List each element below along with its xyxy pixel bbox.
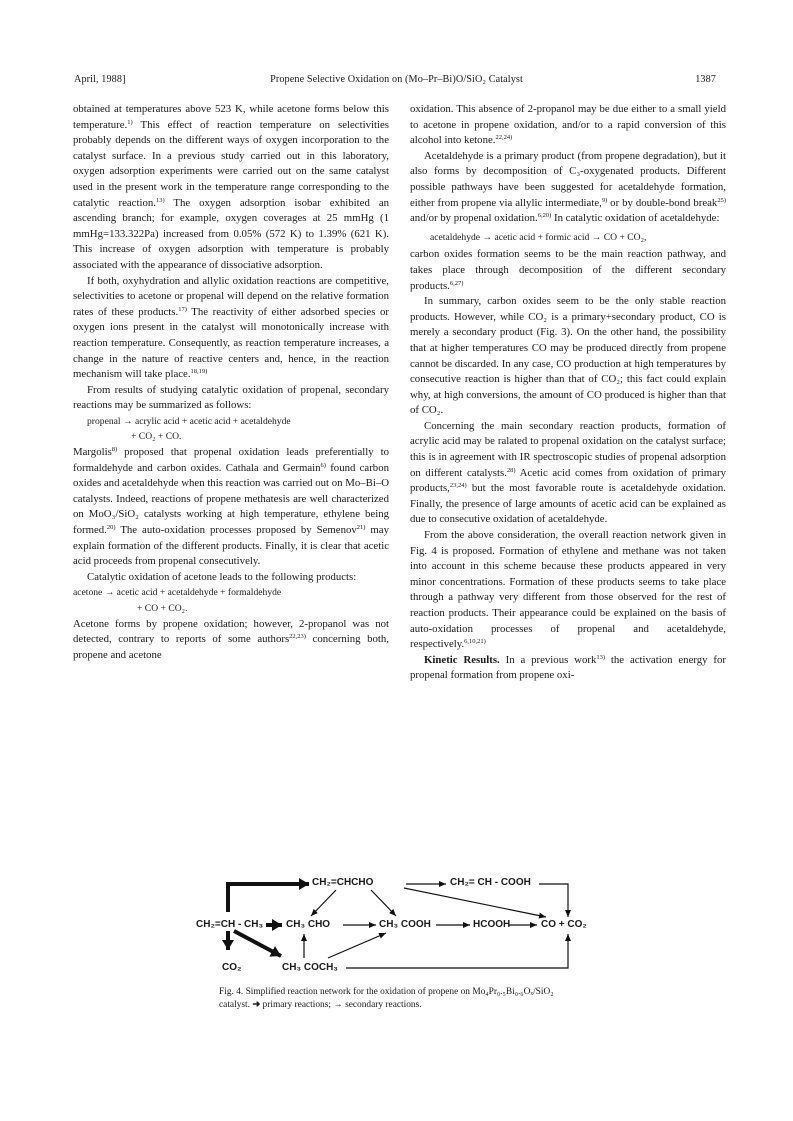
node-formic-acid: HCOOH bbox=[473, 919, 511, 930]
paragraph: If both, oxyhydration and allylic oxidation reactions are competitive, selectivities to acetone or propenal will depend on the relative formation rates of these products.$^{17)}$ The reactivity of either adsorbed species or oxygen ions present in the catalyst will monotonically increase with reaction temperature. Consequently, as reaction temperature increases, a change in the nature of reactive centers and, hence, in the reaction mechanism will take place.$^{18,19)}$ bbox=[73, 274, 389, 381]
primary-arrow-propene-propenal bbox=[228, 884, 309, 912]
secondary-arrow-icon: → bbox=[333, 999, 343, 1010]
header-title: Propene Selective Oxidation on (Mo–Pr–Bi)O/SiO₂ Catalyst bbox=[270, 74, 523, 85]
equation-line: acetone → acetic acid + acetaldehyde + formaldehyde bbox=[73, 587, 282, 599]
paragraph: From results of studying catalytic oxidation of propenal, secondary reactions may be summarized as follows: bbox=[73, 383, 389, 412]
node-acetaldehyde: CH₃ CHO bbox=[286, 919, 331, 930]
arrow-acetone-acetic bbox=[328, 933, 386, 958]
arrow-acrylic-cox bbox=[539, 884, 568, 917]
paragraph: carbon oxides formation seems to be the main reaction pathway, and takes place through decomposition of the different secondary products.$^{6,27)}$ bbox=[410, 248, 726, 292]
node-carbon-oxides: CO + CO₂ bbox=[541, 919, 587, 930]
arrow-propenal-acetaldehyde bbox=[311, 890, 336, 916]
primary-arrow-propene-acetone bbox=[234, 931, 281, 956]
equation-line: propenal → acrylic acid + acetic acid + acetaldehyde bbox=[87, 415, 291, 427]
node-propene: CH₂=CH - CH₃ bbox=[196, 919, 264, 930]
paragraph: obtained at temperatures above 523 K, while acetone forms below this temperature.$^{1)}$ This effect of reaction temperature on selectivities probably depends on the different ways of oxygen incorporation to the catalyst surface. In a previous study carried out in this laboratory, oxygen adsorption experiments were carried out on the same catalyst used in the present work in the temperature range corresponding to the catalytic reaction.$^{13)}$ The oxygen adsorption isobar exhibited an ascending branch; for example, oxygen coverages at 25 mmHg (1 mmHg=133.322Pa) increased from 0.05% (572 K) to 1.39% (621 K). This increase of oxygen adsorption with temperature is probably associated with the appearance of dissociative adsorption. bbox=[73, 103, 390, 271]
node-propenal: CH₂=CHCHO bbox=[312, 877, 374, 888]
node-acrylic-acid: CH₂= CH - COOH bbox=[450, 877, 531, 888]
arrow-propenal-cox bbox=[404, 888, 546, 917]
equation-line: acetaldehyde → acetic acid + formic acid → CO + CO₂, bbox=[430, 231, 647, 243]
right-column bbox=[410, 102, 726, 684]
equation-line: + CO₂ + CO. bbox=[131, 431, 182, 443]
node-co2: CO₂ bbox=[222, 962, 242, 973]
paragraph: Concerning the main secondary reaction products, formation of acrylic acid may be ralated to propenal oxidation on the catalyst surface; this is in agreement with IR spectroscopic studies of propenal adsorption on different catalysts.$^{28)}$ Acetic acid comes from oxidation of primary products,$^{23,24)}$ but the most favorable route is acetaldehyde oxidation. Finally, the presence of large amounts of acetic acid can be explained as due to consecutive oxidation of acetaldehyde. bbox=[410, 419, 726, 526]
paragraph: Kinetic Results. In a previous work$^{13)}$ the activation energy for propenal formation from propene oxi- bbox=[410, 653, 727, 682]
header-date: April, 1988] bbox=[74, 74, 126, 85]
page-number: 1387 bbox=[695, 74, 716, 85]
equation-line: + CO + CO₂. bbox=[137, 603, 188, 614]
reaction-network-diagram bbox=[196, 874, 608, 978]
node-acetone: CH₃ COCH₃ bbox=[282, 962, 338, 973]
paragraph: Acetaldehyde is a primary product (from propene degradation), but it also forms by decomposition of C₃-oxygenated products. Different possible pathways have been suggested for acetaldehyde formation, either from propene via allylic intermediate,$^{9)}$ or by double-bond break$^{25)}$ and/or by propenal oxidation.$^{6,20)}$ In catalytic oxidation of acetaldehyde: bbox=[410, 149, 726, 225]
node-acetic-acid: CH₃ COOH bbox=[379, 919, 431, 930]
arrow-propenal-acetic bbox=[371, 890, 396, 916]
arrow-acetone-cox bbox=[346, 934, 568, 968]
paragraph: In summary, carbon oxides seem to be the only stable reaction products. However, while CO₂ is a primary+secondary product, CO is merely a secondary product (Fig. 3). On the other hand, the possibility that at higher temperatures CO may be produced directly from propene cannot be discarded. In any case, CO production at high temperatures by consecutive reaction is higher than that of CO₂; this fact could explain why, at high conversions, the amount of CO produced is higher than that of CO₂. bbox=[410, 295, 726, 417]
left-column bbox=[73, 102, 389, 663]
primary-arrow-icon: ➜ bbox=[252, 999, 261, 1010]
paragraph: Margolis$^{8)}$ proposed that propenal oxidation leads preferentially to formaldehyde and carbon oxides. Cathala and Germain$^{6)}$ found carbon oxides and acetaldehyde when this reaction was carried out on Mo–Bi–O catalysts. Indeed, reactions of propene methatesis are well characterized on MoO₃/SiO₂ catalysts working at high temperature, ethylene being formed.$^{20)}$ The auto-oxidation processes proposed by Semenov$^{21)}$ may explain formation of the different products. Finally, it is clear that acetic acid proceeds from propenal consecutively. bbox=[73, 446, 390, 568]
section-run-in-heading: Kinetic Results. bbox=[424, 653, 500, 666]
paragraph: oxidation. This absence of 2-propanol may be due either to a small yield to acetone in propene oxidation, and/or to a rapid conversion of this alcohol into ketone.$^{22,24)}$ bbox=[410, 103, 726, 147]
paragraph: Catalytic oxidation of acetone leads to the following products: bbox=[87, 570, 357, 583]
paragraph: Acetone forms by propene oxidation; however, 2-propanol was not detected, contrary to reports of some authors$^{22,23)}$ concerning both, propene and acetone bbox=[73, 617, 389, 661]
figure-caption: Fig. 4. Simplified reaction network for the oxidation of propene on Mo₄Pr₀.₅Bi₀.₆Oₓ/SiO₂ catalyst. ➜ primary reactions; → secondary reactions. bbox=[219, 987, 554, 1010]
paragraph: From the above consideration, the overall reaction network given in Fig. 4 is proposed. Formation of ethylene and methane was not taken into account in this scheme because these products appeared in very minor concentrations. Formation of these products seems to take place through a pathway very different from those observed for the rest of reaction products. Their appearance could be explained on the basis of auto-oxidation processes of propenal and acetaldehyde, respectively.$^{6,10,21)}$ bbox=[410, 529, 726, 651]
